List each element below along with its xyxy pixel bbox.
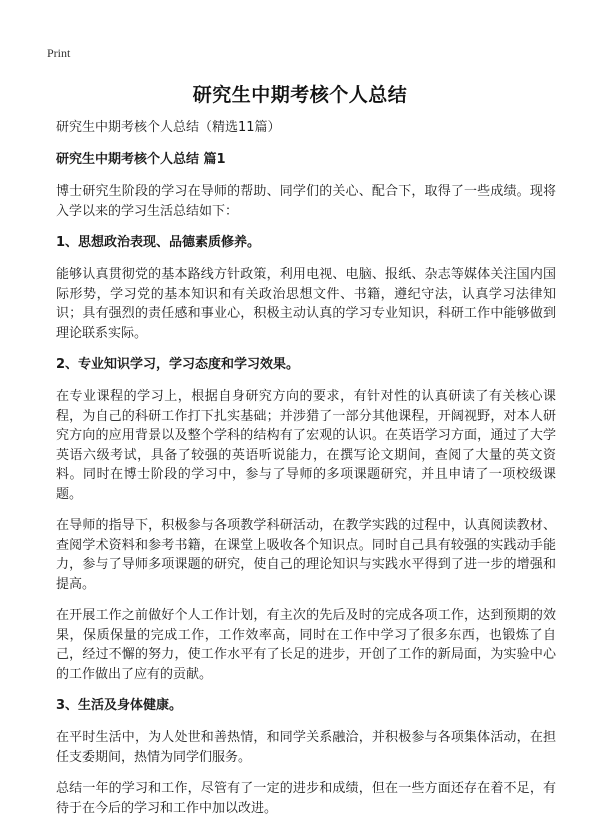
section-1-paragraph: 能够认真贯彻党的基本路线方针政策，利用电视、电脑、报纸、杂志等媒体关注国内国际形势，学习党的基本知识和有关政治思想文件、书籍，遵纪守法，认真学习法律知识；具有强烈的责任感和事业心，积极主动认真的学习专业知识，科研工作中能够做到理论联系实际。 (56, 267, 556, 341)
section-2-paragraph-1: 在专业课程的学习上，根据自身研究方向的要求，有针对性的认真研读了有关核心课程，为自己的科研工作打下扎实基础；并涉猎了一部分其他课程，开阔视野，对本人研究方向的应用背景以及整个学科的结构有了宏观的认识。在英语学习方面，通过了大学英语六级考试，具备了较强的英语听说能力，在撰写论文期间，查阅了大量的英文资料。同时在博士阶段的学习中，参与了导师的多项课题研究，并且申请了一项校级课题。 (56, 389, 556, 502)
intro-paragraph: 博士研究生阶段的学习在导师的帮助、同学们的关心、配合下，取得了一些成绩。现将入学以来的学习生活总结如下： (56, 184, 556, 219)
document-subtitle: 研究生中期考核个人总结（精选11篇） (56, 120, 281, 135)
section-heading-1: 1、思想政治表现、品德素质修养。 (56, 235, 261, 250)
conclusion-paragraph: 总结一年的学习和工作，尽管有了一定的进步和成绩，但在一些方面还存在着不足，有待于在今后的学习和工作中加以改进。 (56, 781, 556, 816)
section-2-paragraph-3: 在开展工作之前做好个人工作计划，有主次的先后及时的完成各项工作，达到预期的效果，保质保量的完成工作，工作效率高，同时在工作中学习了很多东西，也锻炼了自己，经过不懈的努力，使工作水平有了长足的进步，开创了工作的新局面，为实验中心的工作做出了应有的贡献。 (56, 608, 556, 682)
section-heading-3: 3、生活及身体健康。 (56, 698, 183, 713)
document-body (56, 118, 556, 830)
section-heading-2: 2、专业知识学习，学习态度和学习效果。 (56, 357, 300, 372)
section-2-paragraph-2: 在导师的指导下，积极参与各项教学科研活动，在教学实践的过程中，认真阅读教材、查阅学术资料和参考书籍，在课堂上吸收各个知识点。同时自己具有较强的实践动手能力，参与了导师多项课题的研究，使自己的理论知识与实践水平得到了进一步的增强和提高。 (56, 518, 556, 592)
article-title: 研究生中期考核个人总结 篇1 (56, 152, 226, 167)
document-title: 研究生中期考核个人总结 (192, 84, 408, 106)
print-label: Print (47, 46, 71, 60)
section-3-paragraph: 在平时生活中，为人处世和善热情，和同学关系融洽，并积极参与各项集体活动，在担任支委期间，热情为同学们服务。 (56, 730, 556, 765)
